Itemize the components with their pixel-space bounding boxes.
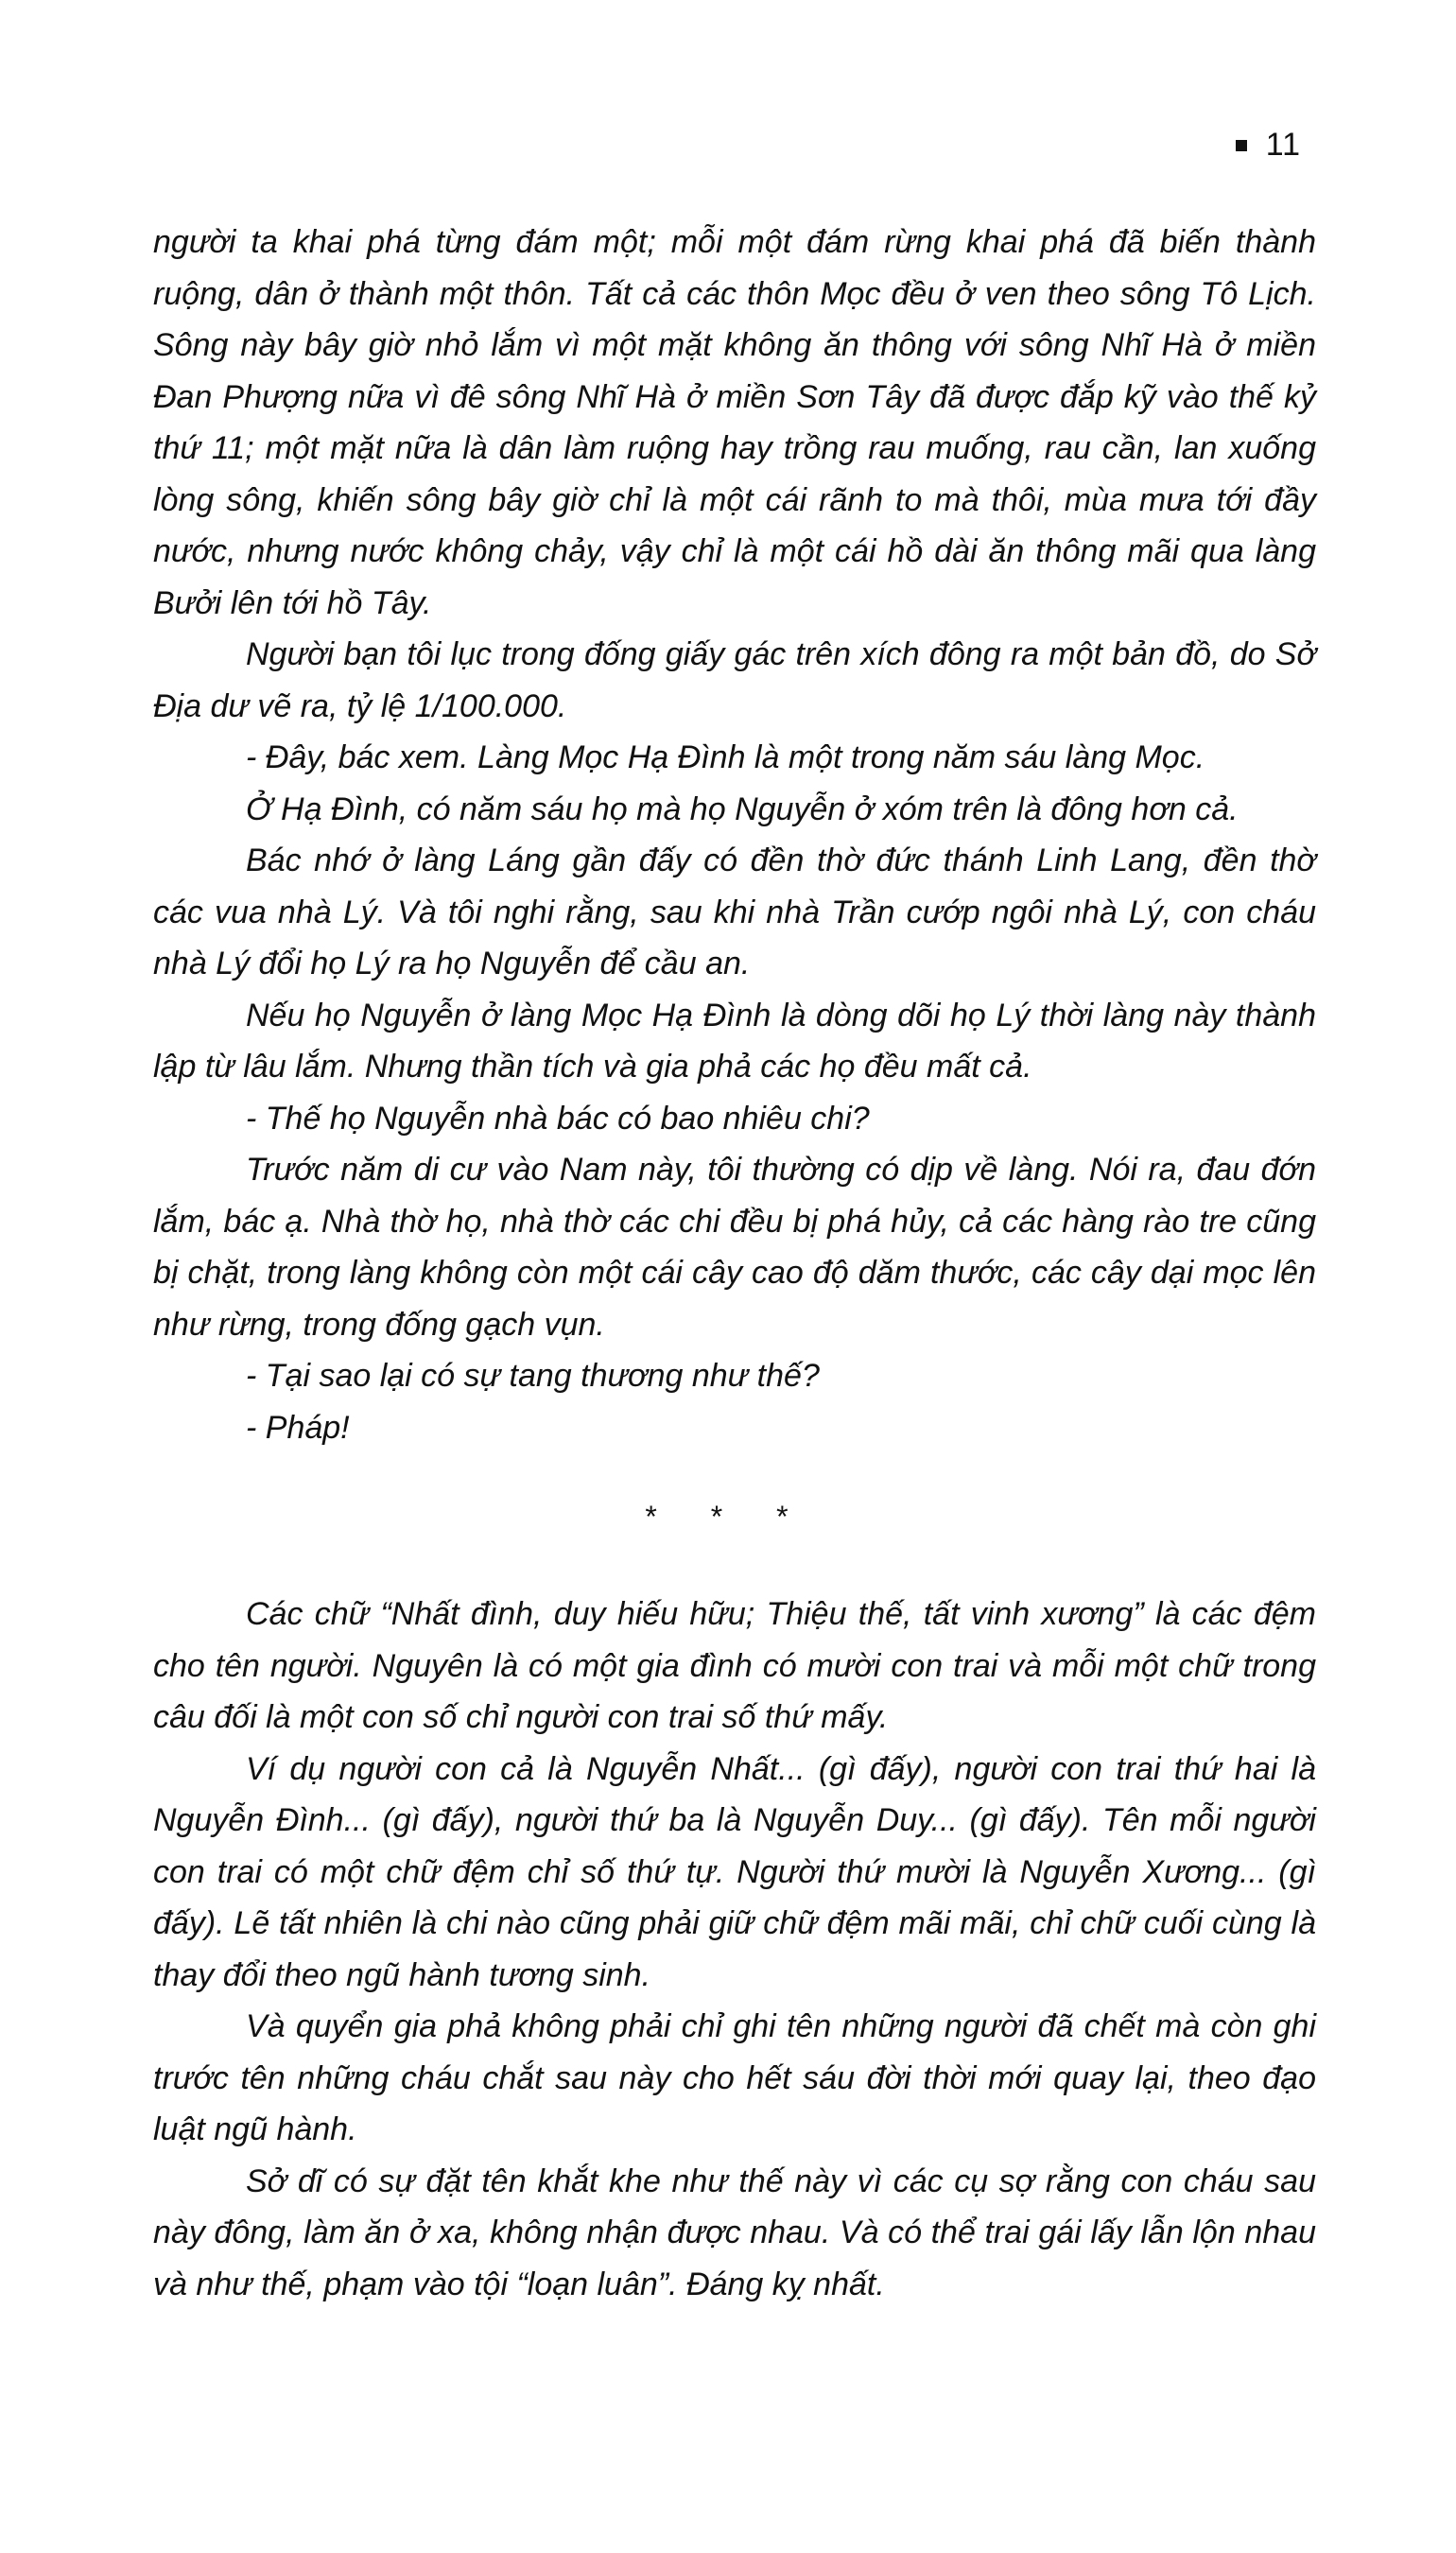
paragraph: người ta khai phá từng đám một; mỗi một đám rừng khai phá đã biến thành ruộng, dân ở thành một thôn. Tất cả các thôn Mọc đều ở ven theo sông Tô Lịch. Sông này bây giờ nhỏ lắm vì một mặt không ăn thông với sông Nhĩ Hà ở miền Đan Phượng nữa vì đê sông Nhĩ Hà ở miền Sơn Tây đã được đắp kỹ vào thế kỷ thứ 11; một mặt nữa là dân làm ruộng hay trồng rau muống, rau cần, lan xuống lòng sông, khiến sông bây giờ chỉ là một cái rãnh to mà thôi, mùa mưa tới đầy nước, nhưng nước không chảy, vậy chỉ là một cái hồ dài ăn thông mãi qua làng Bưởi lên tới hồ Tây. [153, 224, 1316, 621]
paragraph: Trước năm di cư vào Nam này, tôi thường có dịp về làng. Nói ra, đau đớn lắm, bác ạ. Nhà thờ họ, nhà thờ các chi đều bị phá hủy, cả các hàng rào tre cũng bị chặt, trong làng không còn một cái cây cao độ dăm thước, các cây dại mọc lên như rừng, trong đống gạch vụn. [153, 1152, 1316, 1343]
paragraph: Các chữ “Nhất đình, duy hiếu hữu; Thiệu thế, tất vinh xương” là các đệm cho tên người. Nguyên là có một gia đình có mười con trai và mỗi một chữ trong câu đối là một con số chỉ người con trai số thứ mấy. [153, 1596, 1316, 1735]
text-section-1 [153, 217, 1316, 1453]
paragraph: Nếu họ Nguyễn ở làng Mọc Hạ Đình là dòng dõi họ Lý thời làng này thành lập từ lâu lắm. Nhưng thần tích và gia phả các họ đều mất cả. [153, 997, 1316, 1085]
paragraph: Sở dĩ có sự đặt tên khắt khe như thế này vì các cụ sợ rằng con cháu sau này đông, làm ăn ở xa, không nhận được nhau. Và có thể trai gái lấy lẫn lộn nhau và như thế, phạm vào tội “loạn luân”. Đáng kỵ nhất. [153, 2162, 1316, 2302]
dialog-line: - Tại sao lại có sự tang thương như thế? [246, 1358, 820, 1394]
paragraph: Bác nhớ ở làng Láng gần đấy có đền thờ đức thánh Linh Lang, đền thờ các vua nhà Lý. Và tôi nghi rằng, sau khi nhà Trần cướp ngôi nhà Lý, con cháu nhà Lý đổi họ Lý ra họ Nguyễn để cầu an. [153, 842, 1316, 981]
paragraph: Ví dụ người con cả là Nguyễn Nhất... (gì đấy), người con trai thứ hai là Nguyễn Đình... (gì đấy), người thứ ba là Nguyễn Duy... (gì đấy). Tên mỗi người con trai có một chữ đệm chỉ số thứ tự. Người thứ mười là Nguyễn Xương... (gì đấy). Lẽ tất nhiên là chi nào cũng phải giữ chữ đệm mãi mãi, chỉ chữ cuối cùng là thay đổi theo ngũ hành tương sinh. [153, 1750, 1316, 1993]
section-separator: * * * [645, 1500, 811, 1534]
page-number-text: 11 [1265, 127, 1301, 163]
dialog-line: - Pháp! [246, 1409, 350, 1446]
paragraph: Ở Hạ Đình, có năm sáu họ mà họ Nguyễn ở xóm trên là đông hơn cả. [246, 790, 1239, 827]
dialog-line: - Đây, bác xem. Làng Mọc Hạ Đình là một trong năm sáu làng Mọc. [246, 739, 1205, 775]
page-number-bullet-icon [1236, 140, 1247, 151]
paragraph: Người bạn tôi lục trong đống giấy gác trên xích đông ra một bản đồ, do Sở Địa dư vẽ ra, tỷ lệ 1/100.000. [153, 636, 1316, 724]
paragraph: Và quyển gia phả không phải chỉ ghi tên những người đã chết mà còn ghi trước tên những cháu chắt sau này cho hết sáu đời thời mới quay lại, theo đạo luật ngũ hành. [153, 2008, 1316, 2147]
text-section-2 [153, 1589, 1316, 2310]
dialog-line: - Thế họ Nguyễn nhà bác có bao nhiêu chi? [246, 1100, 870, 1137]
page-number [1236, 127, 1301, 164]
